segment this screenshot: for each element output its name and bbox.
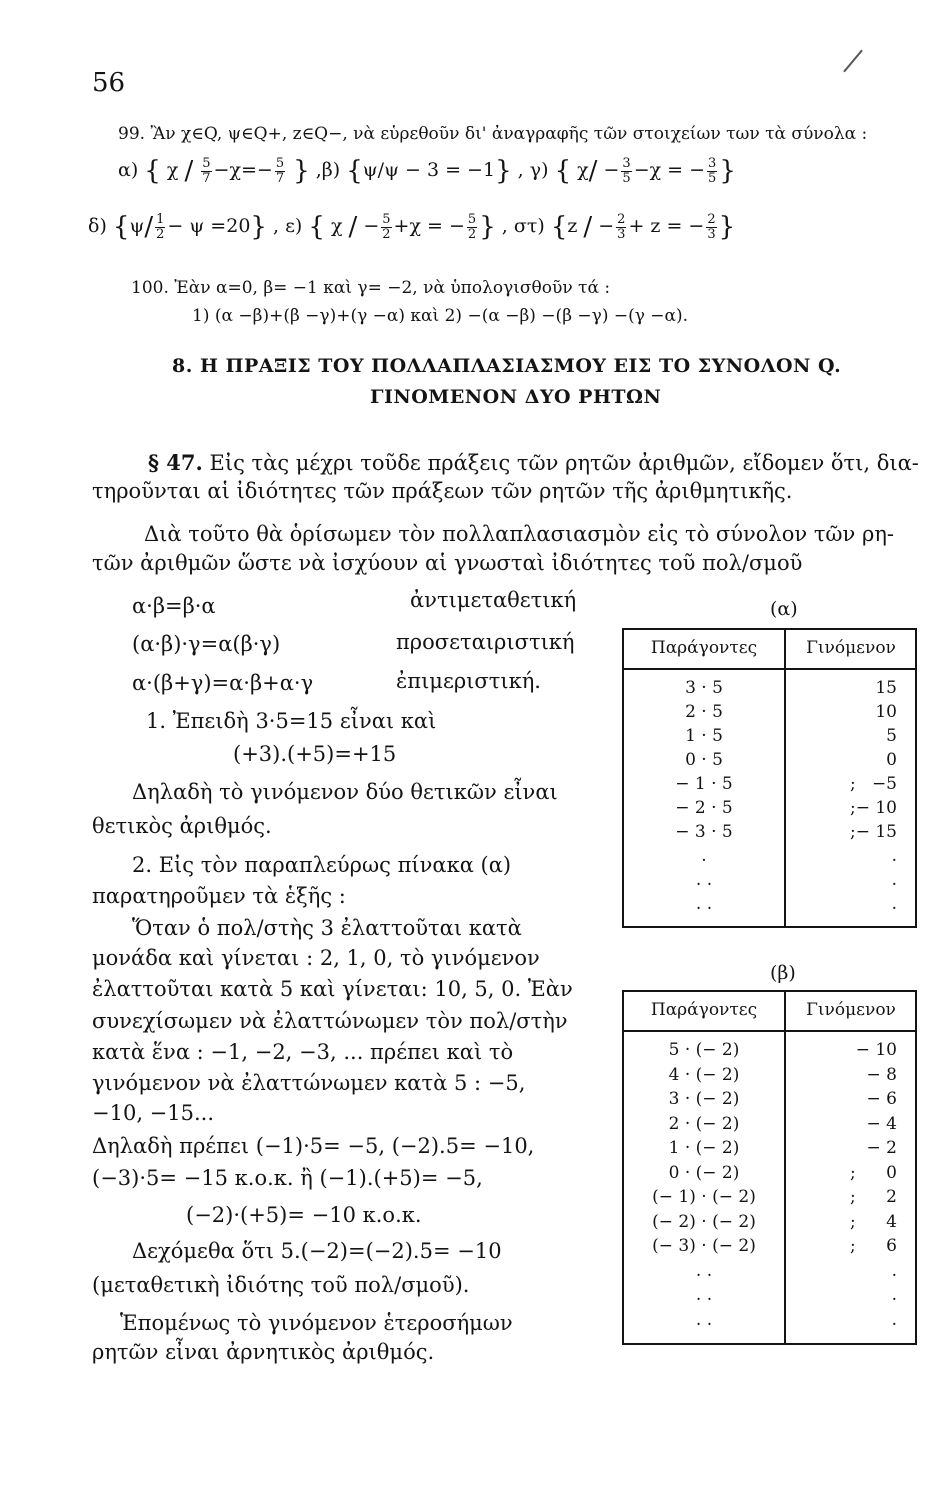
product-cell: 2: [886, 1187, 897, 1207]
frac-den: 2: [156, 226, 165, 242]
product-cell: −5: [871, 774, 897, 794]
table-row: [624, 1212, 915, 1234]
table-row: [624, 822, 915, 844]
body-line-8: μονάδα καὶ γίνεται : 2, 1, 0, τὸ γινόμενον: [92, 946, 540, 970]
product-cell: .: [891, 846, 897, 866]
table-row: [624, 1285, 915, 1307]
frac-den: 5: [708, 170, 717, 186]
label-g: , γ): [517, 159, 549, 181]
factors-cell: (− 3) · (− 2): [652, 1236, 756, 1256]
body-line-13: −10, −15...: [92, 1101, 215, 1125]
table-row: [624, 1089, 915, 1111]
body-line-1: 1. Ἐπειδὴ 3·5=15 εἶναι καὶ: [146, 709, 437, 733]
property-formula-3: α·(β+γ)=α·β+α·γ: [132, 671, 314, 695]
factors-cell: − 1 · 5: [675, 774, 733, 794]
separator-cell: ;: [850, 1187, 856, 1207]
product-cell: .: [891, 870, 897, 890]
separator-cell: ;: [850, 1162, 856, 1183]
table-row: [624, 846, 915, 868]
table-row: [624, 726, 915, 748]
product-cell: 0: [886, 750, 897, 770]
property-name-1: ἀντιμεταθετική: [410, 588, 577, 612]
separator-cell: ;: [850, 774, 856, 794]
product-cell: .: [891, 1285, 897, 1305]
property-formula-1: α·β=β·α: [132, 594, 216, 618]
factors-cell: . .: [695, 870, 713, 890]
frac-den: 2: [467, 226, 477, 242]
body-line-15: (−3)·5= −15 κ.ο.κ. ἢ (−1).(+5)= −5,: [92, 1166, 483, 1190]
factors-cell: .: [701, 846, 707, 866]
body-line-4: θετικὸς ἀριθμός.: [92, 814, 272, 838]
table-row: [624, 1040, 915, 1062]
factors-cell: (− 1) · (− 2): [652, 1187, 756, 1207]
table-row: [624, 798, 915, 820]
table-b-label: (β): [770, 962, 796, 984]
body-line-17: Δεχόμεθα ὅτι 5.(−2)=(−2).5= −10: [132, 1239, 502, 1263]
body-line-16: (−2)·(+5)= −10 κ.ο.κ.: [186, 1203, 422, 1227]
frac-num: 3: [708, 155, 717, 171]
table-row: [624, 1310, 915, 1332]
factors-cell: (− 2) · (− 2): [652, 1211, 756, 1232]
factors-cell: 0 · 5: [685, 750, 723, 770]
factors-cell: 2 · 5: [685, 702, 723, 722]
table-row: [624, 894, 915, 916]
separator-cell: ;: [850, 822, 856, 842]
section-47-para2-line1: Διὰ τοῦτο θὰ ὁρίσωμεν τὸν πολλαπλασιασμὸν εἰς τὸ σύνολον τῶν ρη-: [144, 522, 895, 546]
table-row: [624, 750, 915, 772]
product-cell: − 8: [866, 1064, 897, 1085]
section-number: § 47.: [148, 450, 203, 475]
table-row: [624, 678, 915, 700]
section-47-line1: [148, 450, 919, 475]
factors-cell: − 2 · 5: [675, 798, 733, 818]
table-a-col-factors: Παράγοντες: [650, 638, 758, 658]
product-cell: .: [891, 1260, 897, 1281]
product-cell: − 10: [855, 798, 897, 818]
label-e: , ε): [273, 215, 303, 237]
factors-cell: . .: [695, 1309, 713, 1330]
table-row: [624, 1065, 915, 1087]
factors-cell: 4 · (− 2): [668, 1064, 740, 1085]
table-a-header: [624, 630, 915, 670]
body-line-19: Ἑπομένως τὸ γινόμενον ἑτεροσήμων: [120, 1311, 513, 1335]
product-cell: 5: [886, 726, 897, 746]
product-cell: 6: [886, 1236, 897, 1256]
section-heading-line2: ΓΙΝΟΜΕΝΟΝ ΔΥΟ ΡΗΤΩΝ: [370, 386, 662, 408]
body-line-5: 2. Εἰς τὸν παραπλεύρως πίνακα (α): [132, 853, 512, 877]
frac-num: 2: [707, 211, 716, 227]
body-line-11: κατὰ ἕνα : −1, −2, −3, ... πρέπει καὶ τὸ: [92, 1040, 514, 1064]
frac-num: 5: [275, 155, 285, 171]
exercise-99-row2: δ) {ψ/ $\frac{1}{2}$ − ψ =20} , ε) { χ / − $\frac{5}{2}$ +χ = − $\frac{5}{2}$ } , στ) {z / − $\frac{2}{3}$ + z = − $\frac{2}{3}$ }: [88, 211, 736, 242]
body-line-6: παρατηροῦμεν τὰ ἑξῆς :: [92, 884, 346, 908]
table-row: [624, 1261, 915, 1283]
product-cell: − 10: [855, 1040, 897, 1060]
body-line-10: συνεχίσωμεν νὰ ἐλαττώνωμεν τὸν πολ/στὴν: [92, 1009, 568, 1033]
factors-cell: 2 · (− 2): [668, 1113, 740, 1134]
product-cell: .: [891, 894, 897, 914]
product-cell: − 4: [866, 1113, 897, 1134]
product-cell: − 15: [855, 822, 897, 842]
table-row: [624, 1187, 915, 1209]
product-cell: 15: [875, 678, 897, 698]
frac-num: 5: [467, 211, 477, 227]
product-cell: 4: [886, 1211, 897, 1232]
property-name-3: ἐπιμεριστική.: [396, 669, 541, 693]
label-a: α): [118, 159, 139, 181]
product-cell: 0: [886, 1162, 897, 1183]
label-d: δ): [88, 215, 107, 237]
page-number: 56: [92, 68, 126, 98]
property-formula-2: (α·β)·γ=α(β·γ): [132, 632, 281, 656]
table-row: [624, 1114, 915, 1136]
table-row: [624, 702, 915, 724]
product-cell: − 2: [866, 1138, 897, 1158]
frac-num: 3: [622, 155, 631, 171]
frac-num: 2: [617, 211, 626, 227]
body-line-12: γινόμενον νὰ ἐλαττώνωμεν κατὰ 5 : −5,: [92, 1071, 526, 1095]
separator-cell: ;: [850, 798, 856, 818]
section-47-para2-line2: τῶν ἀριθμῶν ὥστε νὰ ἰσχύουν αἱ γνωσταὶ ἰδιότητες τοῦ πολ/σμοῦ: [92, 551, 803, 575]
table-a-label: (α): [770, 598, 798, 620]
table-b-col-product: Γινόμενον: [806, 1000, 896, 1020]
factors-cell: 5 · (− 2): [668, 1040, 740, 1060]
property-name-2: προσεταιριστική: [396, 630, 575, 654]
pencil-mark: [843, 50, 863, 73]
body-line-20: ρητῶν εἶναι ἀρνητικὸς ἀριθμός.: [92, 1340, 435, 1364]
product-cell: .: [891, 1309, 897, 1330]
frac-num: 5: [382, 211, 391, 227]
table-a: [622, 628, 917, 928]
section-47-line2: τηροῦνται αἱ ἰδιότητες τῶν πράξεων τῶν ρητῶν τῆς ἀριθμητικῆς.: [92, 479, 793, 503]
table-b-col-factors: Παράγοντες: [650, 1000, 758, 1020]
body-line-3: Δηλαδὴ τὸ γινόμενον δύο θετικῶν εἶναι: [132, 780, 558, 804]
factors-cell: 1 · (− 2): [668, 1138, 740, 1158]
section-47-text1: Εἰς τὰς μέχρι τοῦδε πράξεις τῶν ρητῶν ἀριθμῶν, εἴδομεν ὅτι, δια-: [209, 451, 919, 475]
factors-cell: . .: [695, 894, 713, 914]
frac-num: 1: [156, 211, 165, 227]
table-row: [624, 870, 915, 892]
table-row: [624, 774, 915, 796]
body-line-2: (+3).(+5)=+15: [233, 742, 397, 766]
table-row: [624, 1138, 915, 1160]
exercise-100-line1: 100. Ἐὰν α=0, β= −1 καὶ γ= −2, νὰ ὑπολογισθοῦν τά :: [131, 278, 611, 298]
frac-den: 2: [382, 226, 391, 242]
frac-num: 5: [202, 155, 211, 171]
factors-cell: − 3 · 5: [675, 822, 733, 842]
factors-cell: 0 · (− 2): [668, 1162, 740, 1183]
frac-den: 7: [202, 170, 211, 186]
frac-den: 3: [617, 226, 626, 242]
factors-cell: 3 · 5: [685, 678, 723, 698]
label-b: ,β): [315, 159, 341, 181]
separator-cell: ;: [850, 1236, 856, 1256]
factors-cell: . .: [695, 1260, 713, 1281]
exercise-100-line2: 1) (α −β)+(β −γ)+(γ −α) καὶ 2) −(α −β) −(β −γ) −(γ −α).: [192, 306, 689, 326]
exercise-99-intro: 99. Ἂν χ∈Q, ψ∈Q+, z∈Q−, νὰ εὑρεθοῦν δι' ἀναγραφῆς τῶν στοιχείων των τὰ σύνολα :: [118, 124, 868, 144]
exercise-99-row1: α) { χ / $\frac{5}{7}$ −χ=− $\frac{5}{7}$ } ,β) {ψ/ψ − 3 = −1} , γ) { χ/ − $\frac{3}{5}$ −χ = − $\frac{3}{5}$ }: [118, 155, 736, 186]
separator-cell: ;: [850, 1211, 856, 1232]
factors-cell: 3 · (− 2): [668, 1089, 740, 1109]
product-cell: − 6: [866, 1089, 897, 1109]
body-line-7: Ὅταν ὁ πολ/στὴς 3 ἐλαττοῦται κατὰ: [132, 916, 522, 940]
label-st: , στ): [501, 215, 545, 237]
frac-den: 5: [622, 170, 631, 186]
table-row: [624, 1236, 915, 1258]
section-heading-line1: 8. Η ΠΡΑΞΙΣ ΤΟΥ ΠΟΛΛΑΠΛΑΣΙΑΣΜΟΥ ΕΙΣ ΤΟ ΣΥΝΟΛΟΝ Q.: [172, 355, 842, 377]
body-line-14: Δηλαδὴ πρέπει (−1)·5= −5, (−2).5= −10,: [92, 1134, 535, 1158]
frac-den: 3: [707, 226, 716, 242]
factors-cell: . .: [695, 1285, 713, 1305]
table-row: [624, 1163, 915, 1185]
body-line-9: ἐλαττοῦται κατὰ 5 καὶ γίνεται: 10, 5, 0. Ἐὰν: [92, 977, 573, 1001]
body-line-18: (μεταθετικὴ ἰδιότης τοῦ πολ/σμοῦ).: [92, 1273, 470, 1297]
table-b: [622, 990, 917, 1345]
table-b-header: [624, 992, 915, 1032]
factors-cell: 1 · 5: [685, 726, 723, 746]
product-cell: 10: [875, 702, 897, 722]
table-a-col-product: Γινόμενον: [806, 638, 896, 658]
frac-den: 7: [275, 170, 285, 186]
